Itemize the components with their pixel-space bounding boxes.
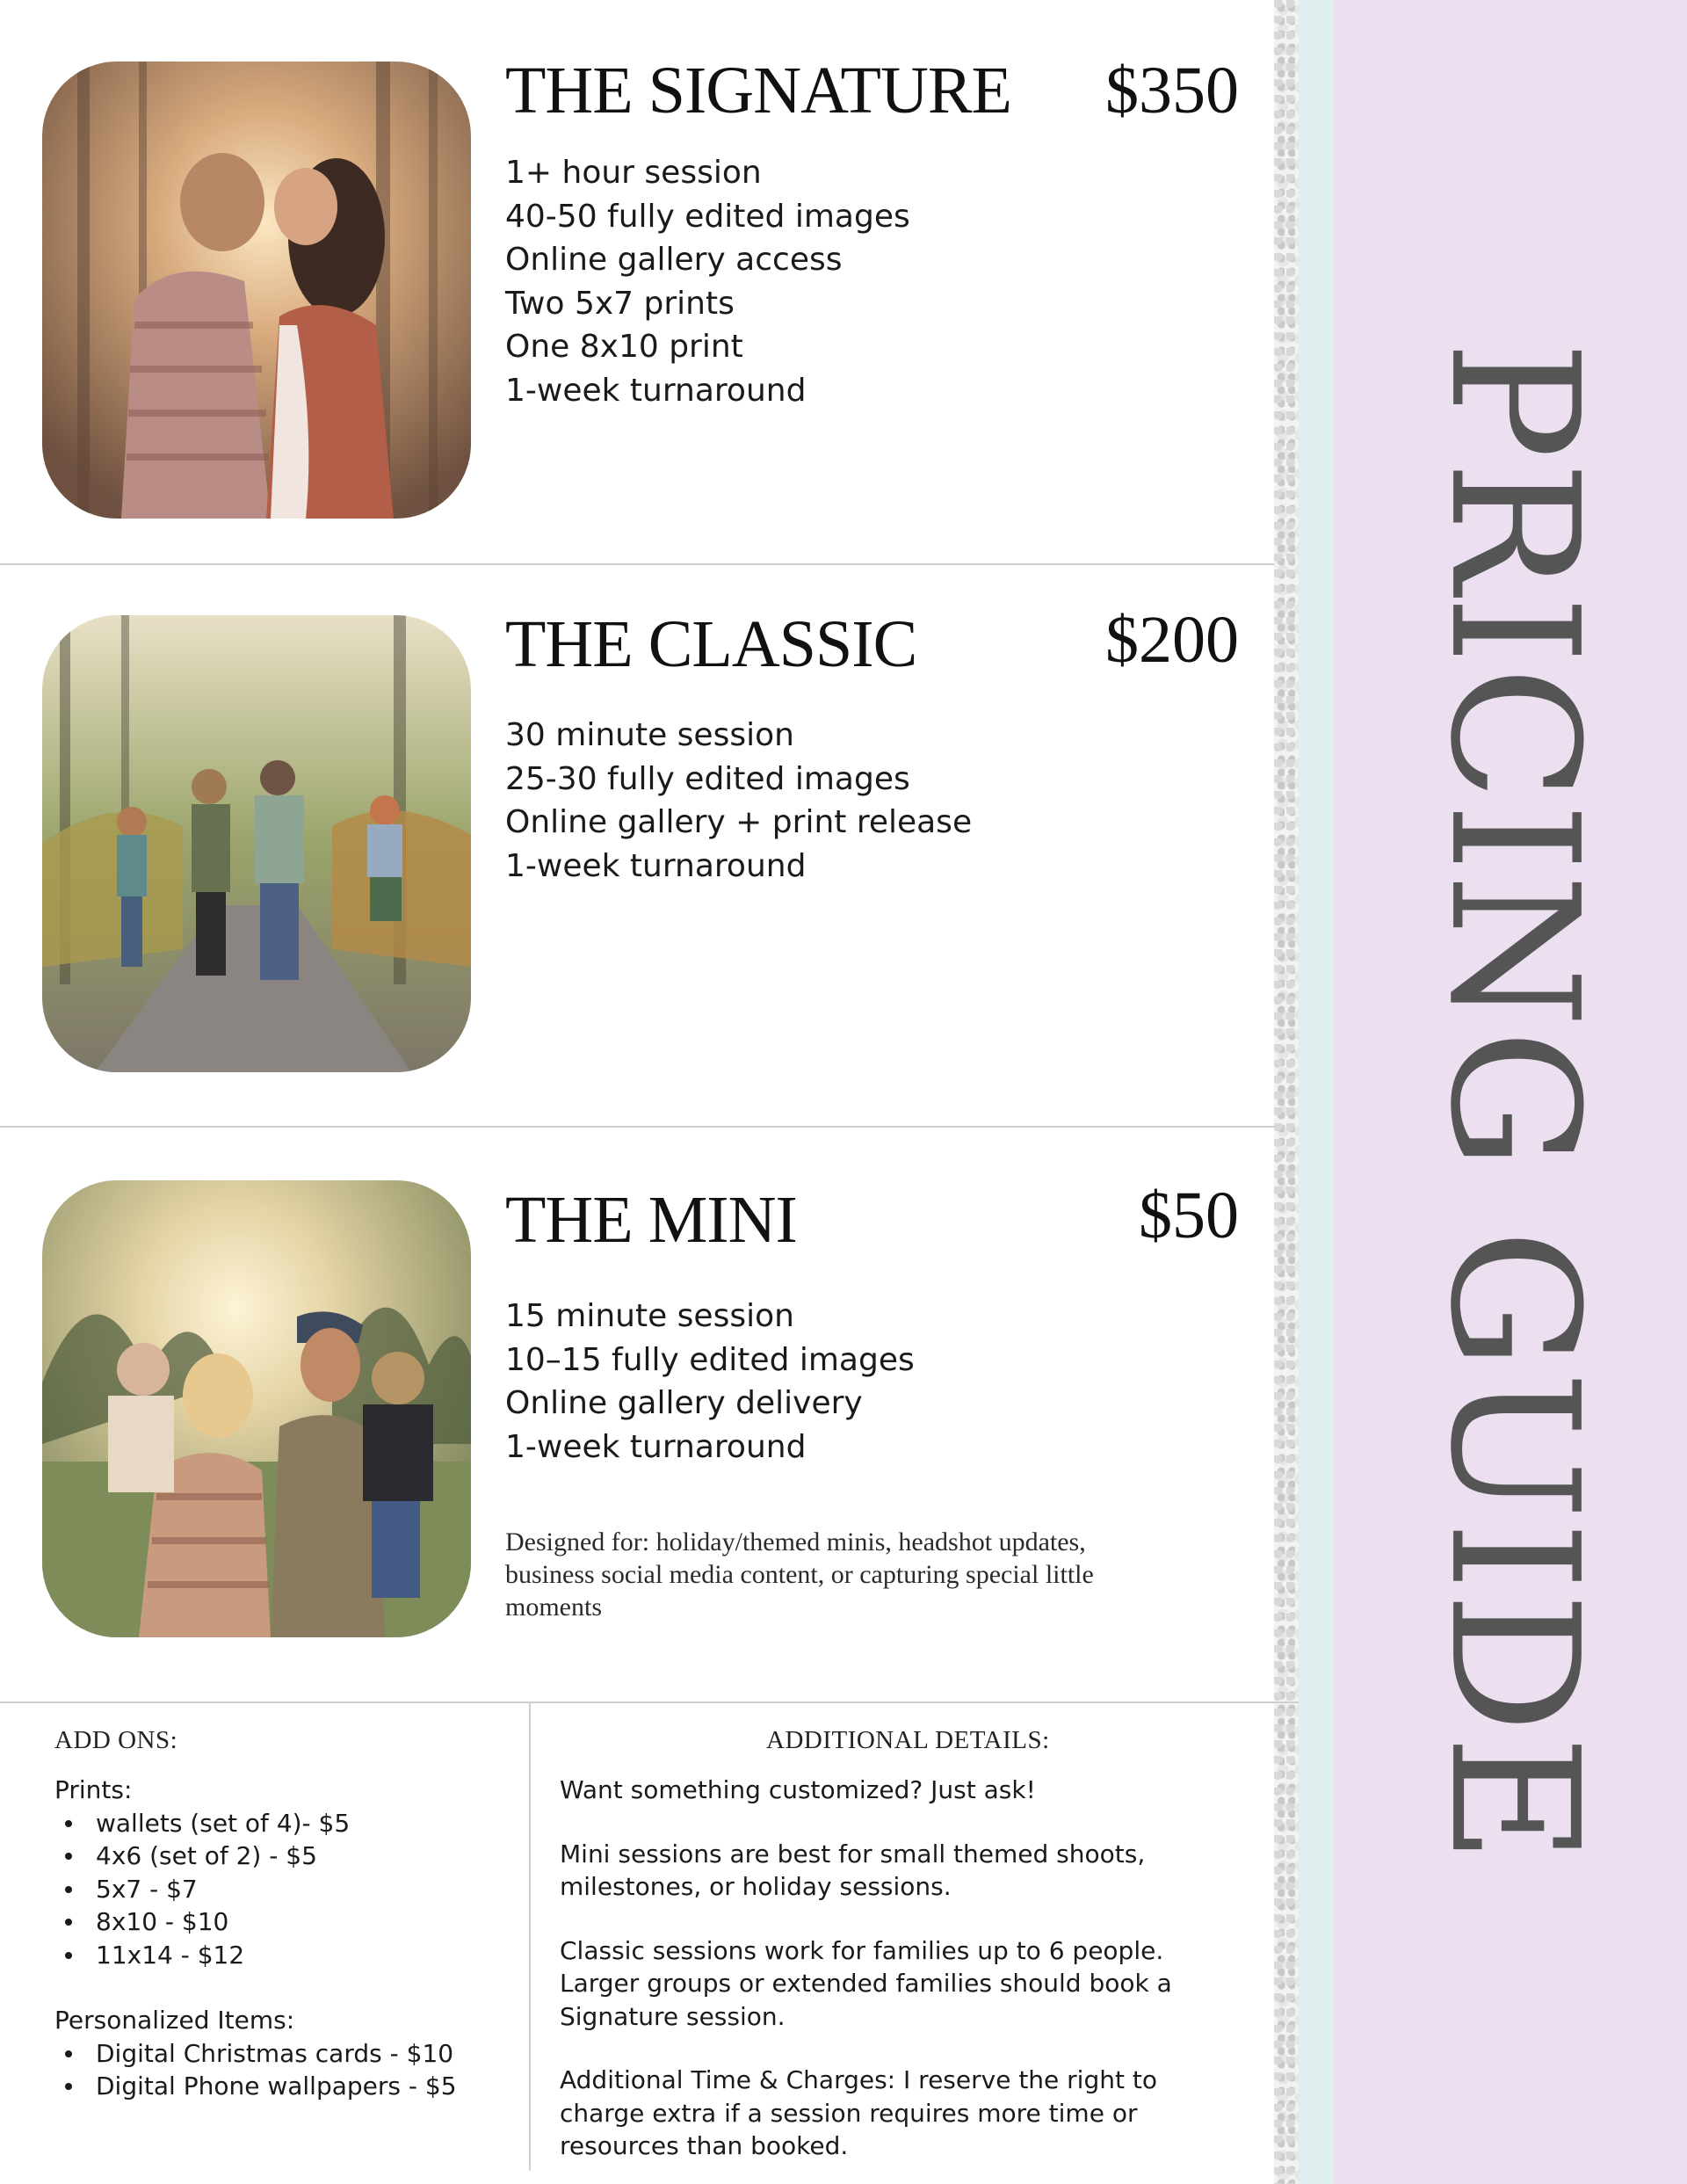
addons-heading: ADD ONS:	[54, 1726, 178, 1754]
designed-for-note: Designed for: holiday/themed minis, headshot updates, business social media content, or capturing special little moments	[505, 1527, 1094, 1622]
feature-item: Online gallery delivery	[505, 1385, 863, 1421]
couple-photo	[42, 62, 471, 519]
feature-list	[505, 714, 972, 888]
family-sunset-photo	[42, 1180, 471, 1637]
personalized-label: Personalized Items:	[54, 2006, 295, 2035]
feature-list	[505, 1295, 915, 1469]
feature-list	[505, 151, 910, 412]
divider-1	[0, 563, 1274, 565]
divider-2	[0, 1126, 1274, 1128]
package-title: THE SIGNATURE	[505, 54, 1011, 127]
package-title: THE CLASSIC	[505, 607, 917, 681]
list-item: 4x6 (set of 2) - $5	[54, 1839, 511, 1873]
details-paragraph: Classic sessions work for families up to 6 people. Larger groups or extended families should book a Signature session.	[560, 1935, 1172, 2031]
package-title: THE MINI	[505, 1183, 797, 1257]
package-price: $350	[1105, 54, 1239, 127]
feature-item: 1-week turnaround	[505, 1428, 807, 1465]
list-item: 8x10 - $10	[54, 1905, 511, 1939]
mint-stripe	[1299, 0, 1334, 2184]
feature-item: 15 minute session	[505, 1298, 794, 1334]
details-paragraph: Want something customized? Just ask!	[560, 1775, 1036, 1804]
details-section	[560, 1774, 1245, 2184]
feature-item: 25-30 fully edited images	[505, 760, 910, 797]
feature-item: Two 5x7 prints	[505, 285, 735, 322]
divider-3	[0, 1701, 1299, 1703]
personalized-list	[54, 2037, 511, 2103]
package-price: $50	[1139, 1179, 1239, 1252]
feature-item: Online gallery + print release	[505, 804, 973, 840]
feature-item: 40-50 fully edited images	[505, 198, 910, 235]
pricing-guide-title: PRICING GUIDE	[1411, 340, 1617, 1866]
details-paragraph: Additional Time & Charges: I reserve the right to charge extra if a session requires more time or resources than booked.	[560, 2065, 1157, 2160]
feature-item: Online gallery access	[505, 242, 843, 278]
feature-item: 1-week turnaround	[505, 372, 807, 409]
details-heading: ADDITIONAL DETAILS:	[766, 1726, 1050, 1754]
feature-item: 10–15 fully edited images	[505, 1341, 915, 1378]
feature-item: 30 minute session	[505, 717, 794, 753]
glitter-border	[1274, 0, 1299, 2184]
column-divider	[529, 1703, 531, 2171]
package-price: $200	[1105, 603, 1239, 677]
list-item: Digital Phone wallpapers - $5	[54, 2070, 511, 2103]
feature-item: 1-week turnaround	[505, 847, 807, 884]
details-paragraph: Mini sessions are best for small themed shoots, milestones, or holiday sessions.	[560, 1839, 1146, 1901]
feature-item: 1+ hour session	[505, 155, 762, 191]
list-item: Digital Christmas cards - $10	[54, 2037, 511, 2071]
feature-item: One 8x10 print	[505, 329, 743, 365]
list-item: wallets (set of 4)- $5	[54, 1807, 511, 1840]
prints-list	[54, 1807, 511, 1972]
list-item: 11x14 - $12	[54, 1939, 511, 1972]
list-item: 5x7 - $7	[54, 1873, 511, 1906]
family-walking-photo	[42, 615, 471, 1072]
prints-label: Prints:	[54, 1775, 133, 1804]
addons-section	[54, 1774, 511, 2136]
